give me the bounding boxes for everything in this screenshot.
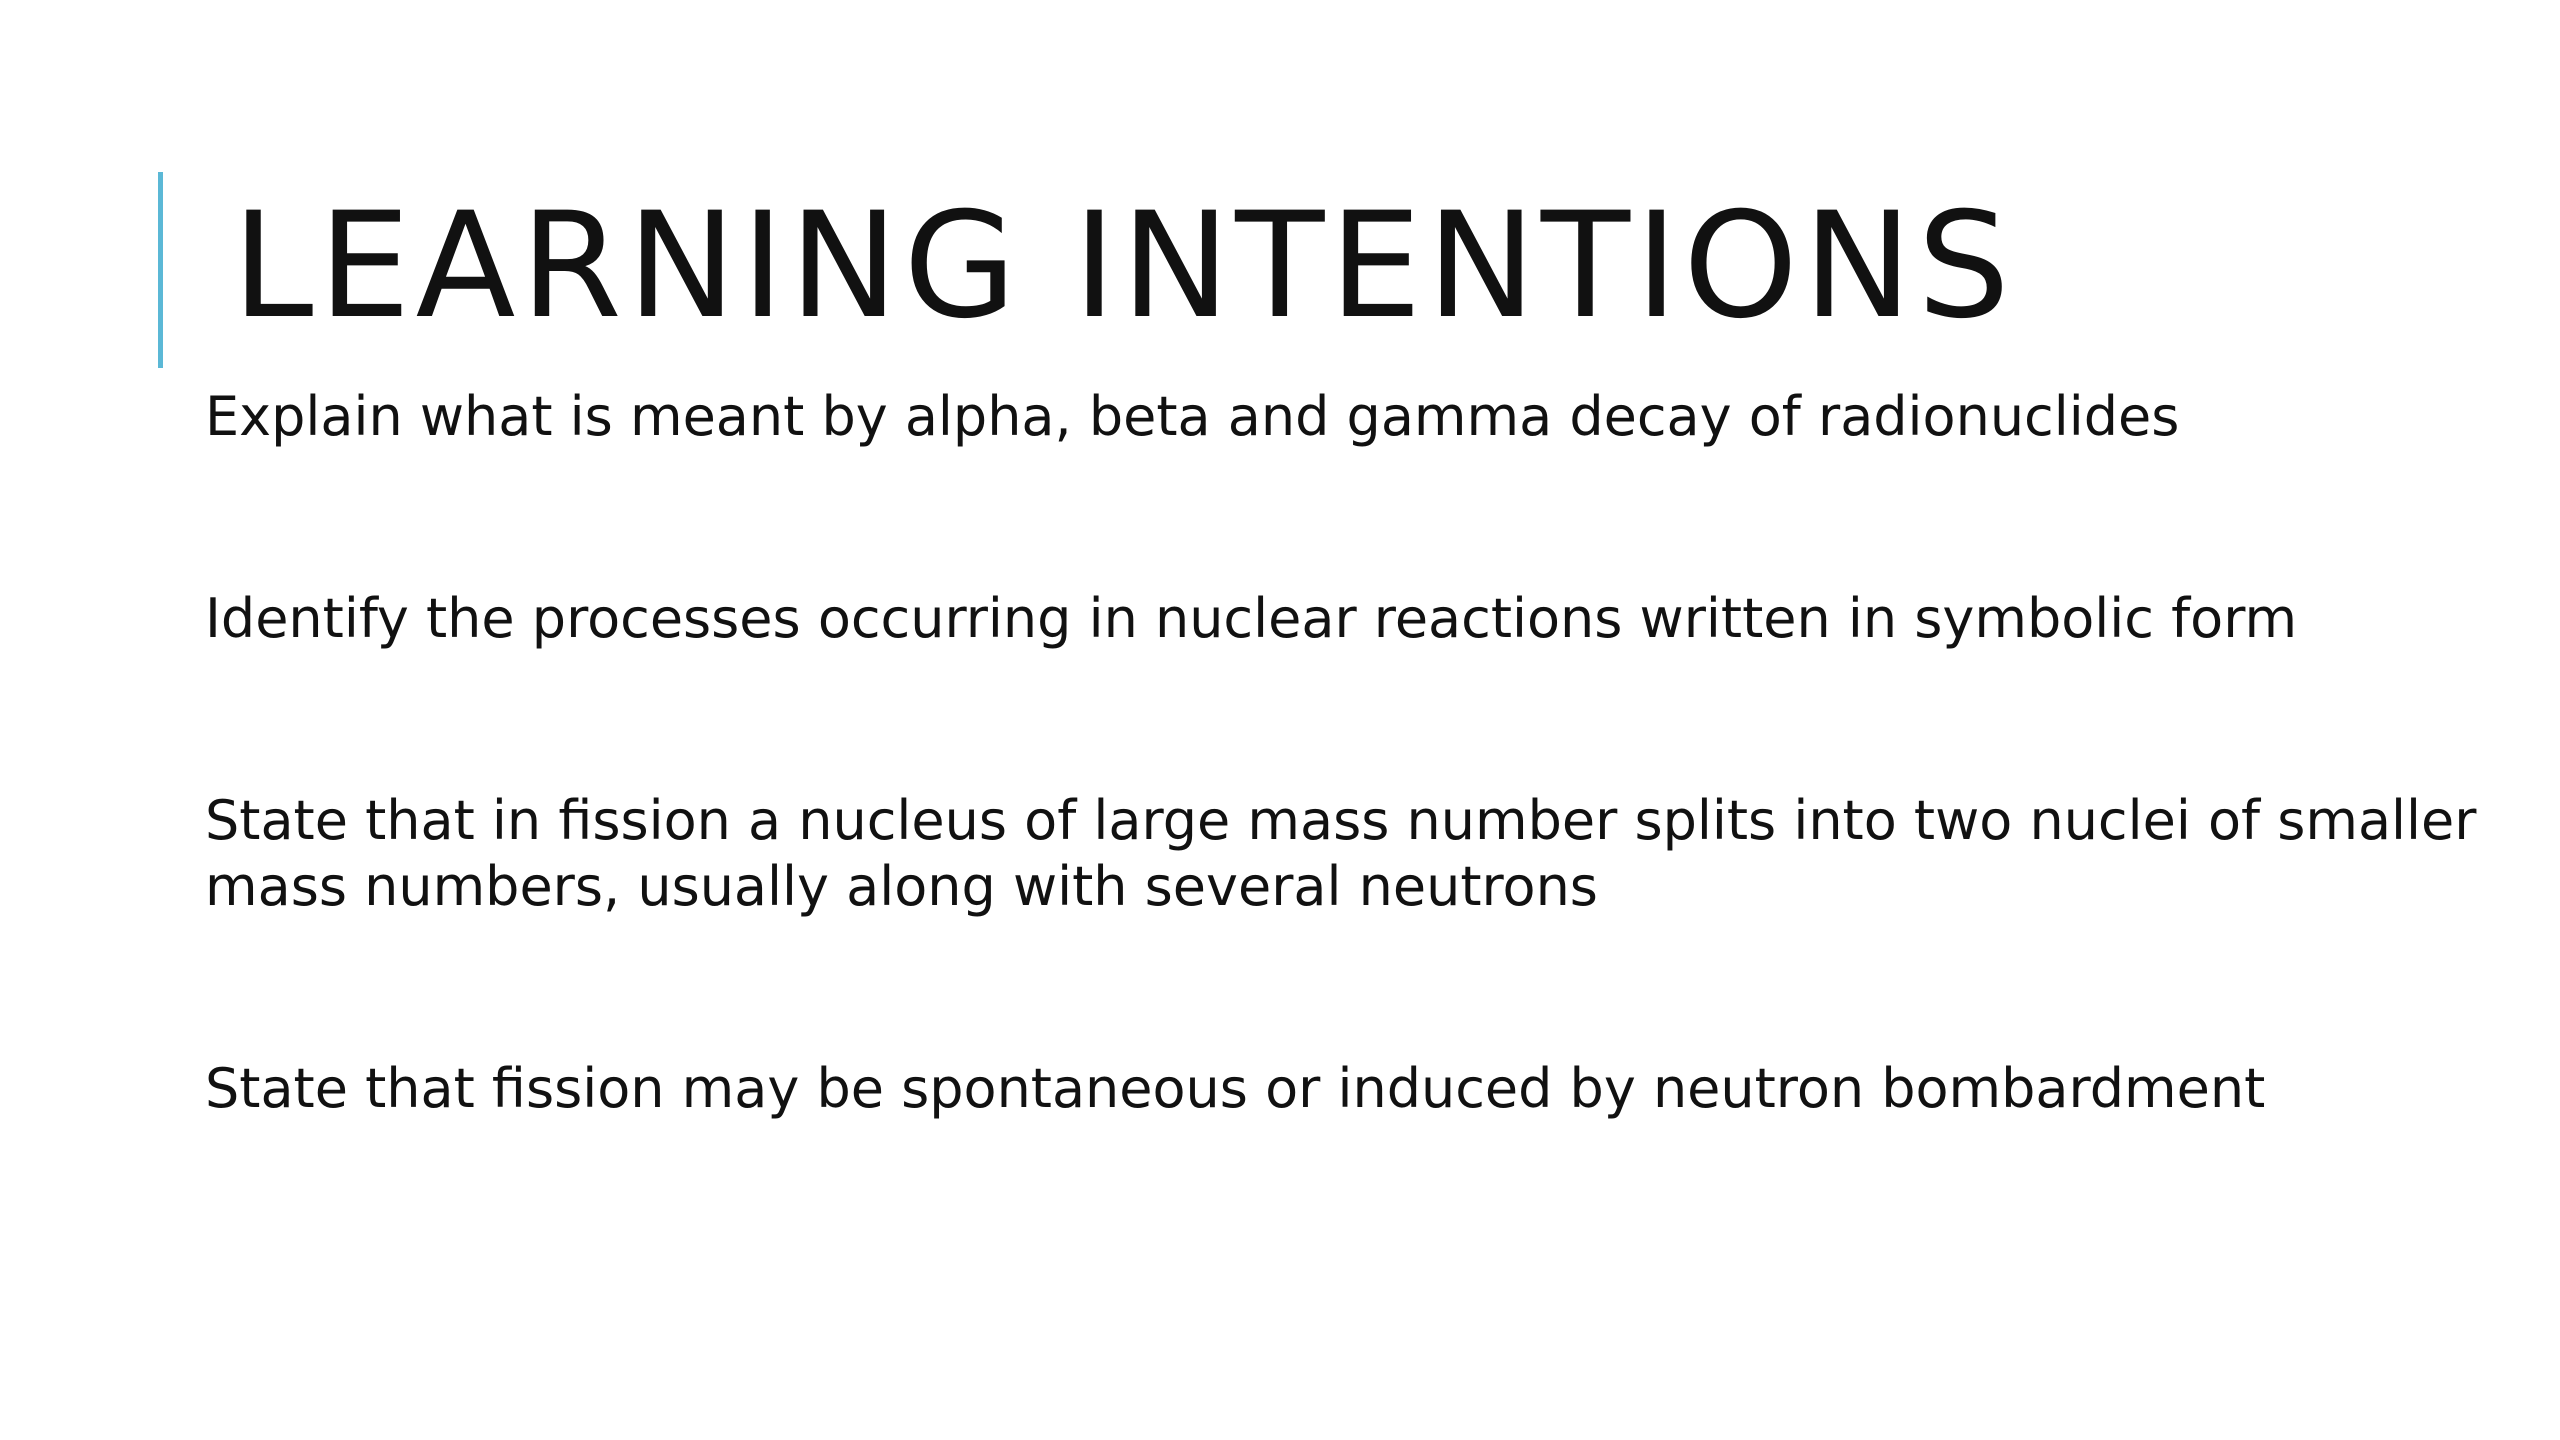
bullet-alpha-beta-gamma: Explain what is meant by alpha, beta and gamma decay of radionuclides [205, 385, 2180, 448]
title-accent-bar [158, 172, 163, 368]
slide-title: LEARNING INTENTIONS [232, 181, 2015, 351]
bullet-fission-definition: State that in fission a nucleus of large mass number splits into two nuclei of smaller mass numbers, usually along with several neutrons [205, 789, 2477, 918]
learning-intentions-list [205, 384, 2505, 1258]
bullet-nuclear-reactions: Identify the processes occurring in nuclear reactions written in symbolic form [205, 587, 2298, 650]
bullet-fission-spontaneous: State that fission may be spontaneous or induced by neutron bombardment [205, 1057, 2266, 1120]
